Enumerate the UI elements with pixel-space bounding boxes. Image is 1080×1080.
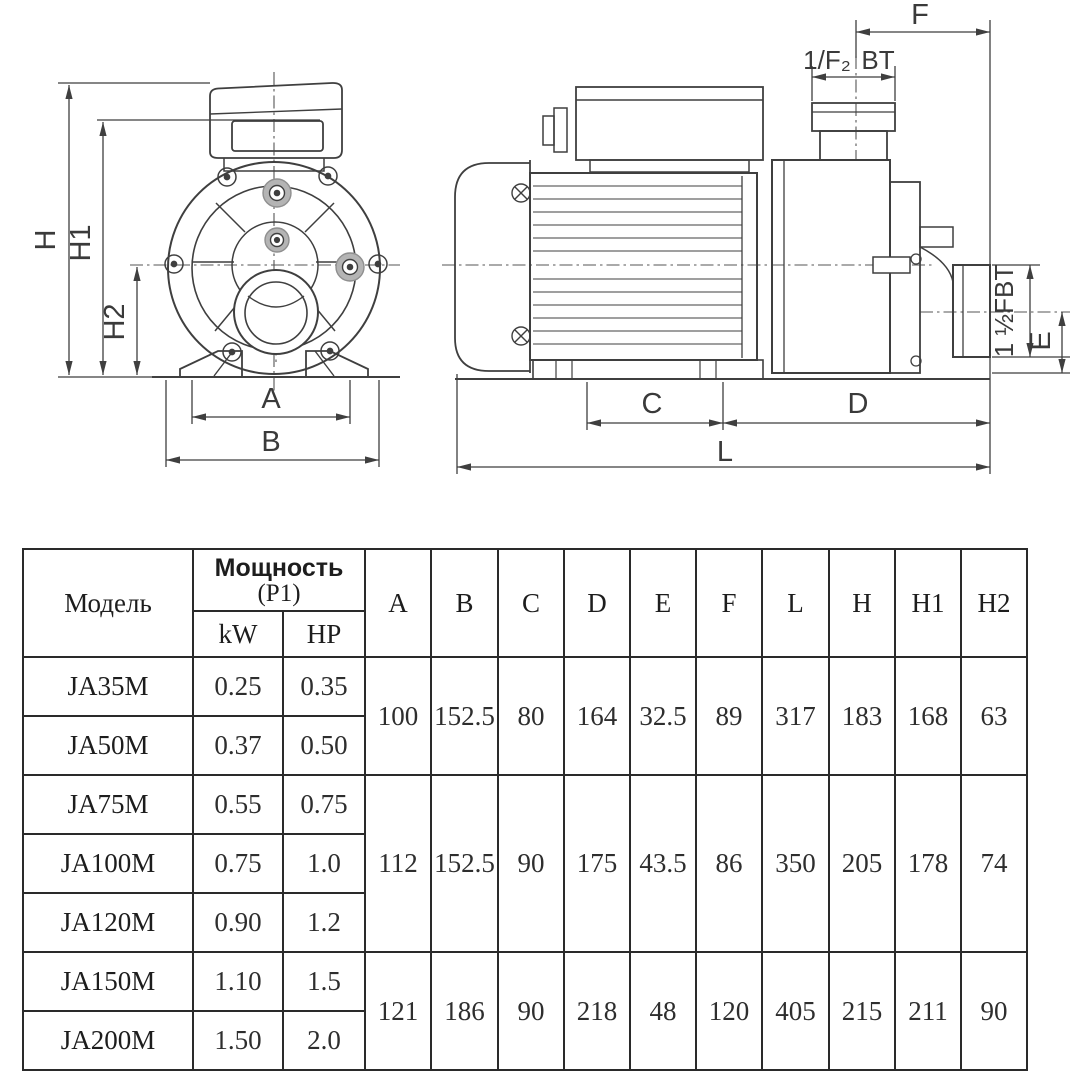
header-power-line2: (P1) — [257, 579, 301, 607]
front-label-h1: H1 — [65, 224, 97, 262]
model-cell: JA50M — [23, 716, 193, 775]
side-label-d: D — [847, 388, 869, 420]
dim-value-cell: 112 — [365, 775, 431, 952]
front-label-h2: H2 — [99, 303, 131, 341]
dim-value-cell: 100 — [365, 657, 431, 775]
model-cell: JA75M — [23, 775, 193, 834]
table-row — [23, 657, 1027, 716]
dim-value-cell: 48 — [630, 952, 696, 1070]
model-cell: JA100M — [23, 834, 193, 893]
hp-cell: 0.35 — [283, 657, 365, 716]
dim-value-cell: 183 — [829, 657, 895, 775]
hp-cell: 1.2 — [283, 893, 365, 952]
header-hp: HP — [283, 611, 365, 657]
header-dim-d: D — [564, 549, 630, 657]
dim-value-cell: 317 — [762, 657, 829, 775]
model-cell: JA35M — [23, 657, 193, 716]
hp-cell: 0.75 — [283, 775, 365, 834]
dim-value-cell: 405 — [762, 952, 829, 1070]
header-power-line1: Мощность — [214, 553, 344, 582]
dim-value-cell: 43.5 — [630, 775, 696, 952]
header-dim-h1: H1 — [895, 549, 961, 657]
kw-cell: 0.90 — [193, 893, 283, 952]
hp-cell: 1.5 — [283, 952, 365, 1011]
side-motor-body — [530, 173, 763, 379]
header-power — [193, 549, 365, 611]
dim-value-cell: 218 — [564, 952, 630, 1070]
hp-cell: 2.0 — [283, 1011, 365, 1070]
header-dim-h: H — [829, 549, 895, 657]
front-label-b: B — [261, 426, 281, 458]
header-model: Модель — [23, 549, 193, 657]
header-dim-h2: H2 — [961, 549, 1027, 657]
header-dim-b: B — [431, 549, 498, 657]
side-discharge-port — [812, 103, 895, 160]
kw-cell: 0.25 — [193, 657, 283, 716]
header-dim-f: F — [696, 549, 762, 657]
dim-value-cell: 152.5 — [431, 775, 498, 952]
dim-value-cell: 63 — [961, 657, 1027, 775]
dim-value-cell: 215 — [829, 952, 895, 1070]
side-label-e: E — [1025, 331, 1057, 351]
dim-value-cell: 168 — [895, 657, 961, 775]
side-label-thread-left: 1/F₂ — [803, 45, 851, 75]
header-dim-e: E — [630, 549, 696, 657]
dim-value-cell: 205 — [829, 775, 895, 952]
side-rear-endbell — [455, 160, 530, 373]
technical-drawing — [0, 0, 1080, 510]
dim-value-cell: 32.5 — [630, 657, 696, 775]
kw-cell: 1.50 — [193, 1011, 283, 1070]
dim-value-cell: 211 — [895, 952, 961, 1070]
dim-value-cell: 86 — [696, 775, 762, 952]
hp-cell: 1.0 — [283, 834, 365, 893]
header-dim-l: L — [762, 549, 829, 657]
dim-value-cell: 74 — [961, 775, 1027, 952]
dim-value-cell: 350 — [762, 775, 829, 952]
header-kw: kW — [193, 611, 283, 657]
side-label-thread-right: BT — [861, 45, 895, 75]
spec-table — [22, 548, 1028, 1071]
dim-value-cell: 121 — [365, 952, 431, 1070]
table-row — [23, 775, 1027, 834]
header-dim-a: A — [365, 549, 431, 657]
kw-cell: 0.37 — [193, 716, 283, 775]
dim-value-cell: 152.5 — [431, 657, 498, 775]
dim-value-cell: 178 — [895, 775, 961, 952]
front-inlet-port — [234, 270, 318, 354]
side-pump-casing — [772, 160, 953, 373]
side-label-l: L — [716, 436, 734, 468]
front-label-a: A — [261, 383, 281, 415]
front-label-h: H — [30, 229, 62, 251]
dim-value-cell: 89 — [696, 657, 762, 775]
dim-value-cell: 90 — [498, 952, 564, 1070]
table-row — [23, 952, 1027, 1011]
dim-value-cell: 90 — [961, 952, 1027, 1070]
kw-cell: 0.55 — [193, 775, 283, 834]
model-cell: JA120M — [23, 893, 193, 952]
side-view — [442, 20, 1070, 474]
side-label-thread-side: 1 ½FBT — [989, 264, 1019, 358]
hp-cell: 0.50 — [283, 716, 365, 775]
side-terminal-box — [543, 87, 763, 172]
model-cell: JA150M — [23, 952, 193, 1011]
kw-cell: 0.75 — [193, 834, 283, 893]
kw-cell: 1.10 — [193, 952, 283, 1011]
dim-value-cell: 164 — [564, 657, 630, 775]
dim-value-cell: 186 — [431, 952, 498, 1070]
model-cell: JA200M — [23, 1011, 193, 1070]
header-dim-c: C — [498, 549, 564, 657]
dim-value-cell: 175 — [564, 775, 630, 952]
side-label-c: C — [641, 388, 663, 420]
dim-value-cell: 90 — [498, 775, 564, 952]
dim-value-cell: 120 — [696, 952, 762, 1070]
front-view — [58, 72, 400, 467]
side-suction-port — [953, 265, 990, 357]
front-terminal-box — [210, 83, 342, 171]
dim-value-cell: 80 — [498, 657, 564, 775]
side-label-f: F — [911, 0, 929, 31]
